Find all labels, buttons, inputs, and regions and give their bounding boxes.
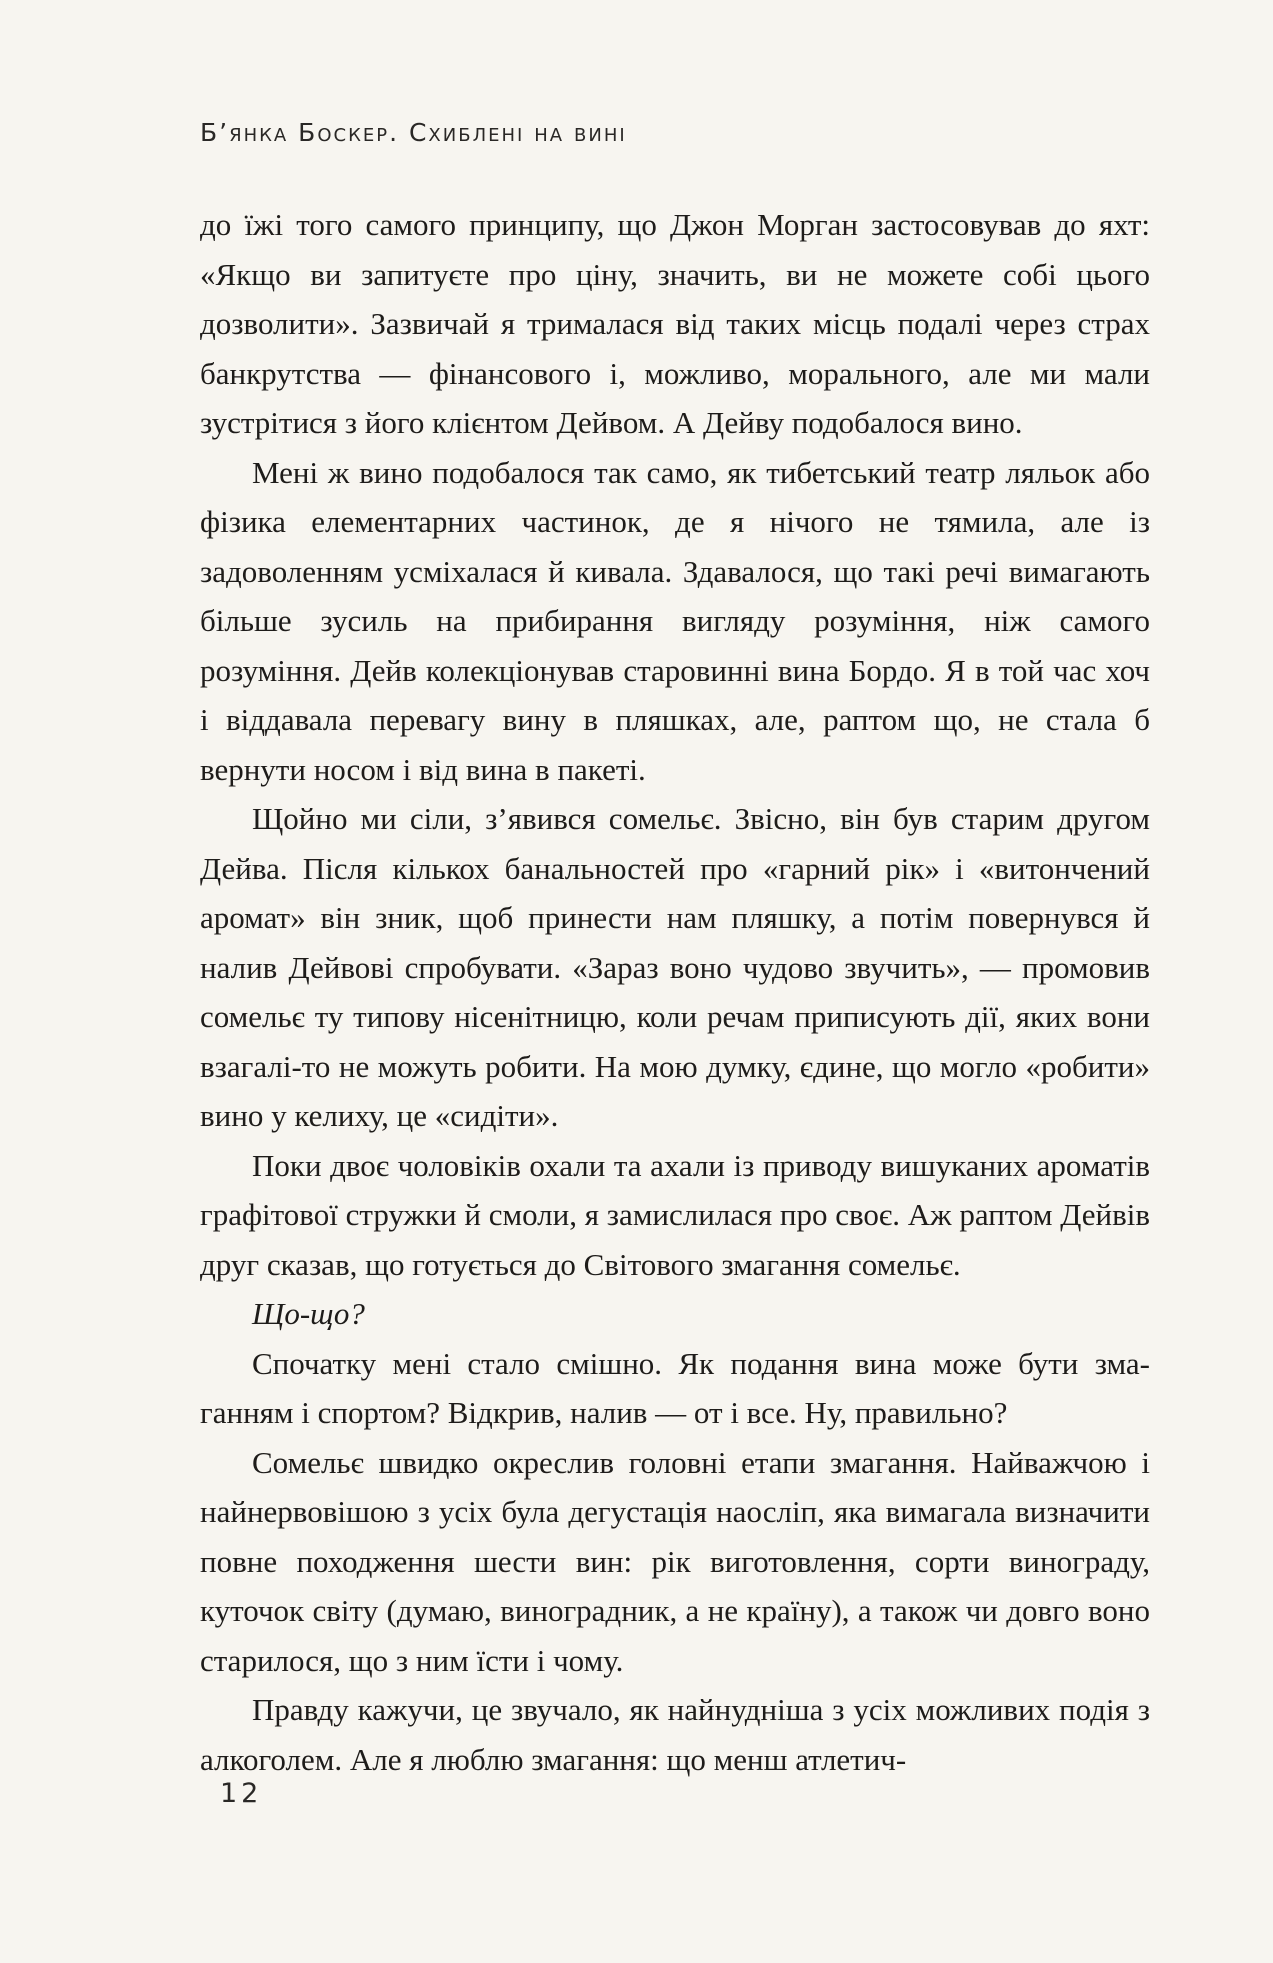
paragraph-8: Правду кажучи, це звучало, як найнудніша з усіх можливих подія з алкоголем. Але я люблю змагання: що менш атлетич-	[200, 1692, 1150, 1777]
paragraph-7: Сомельє швидко окреслив головні етапи змагання. Найважчою і найнервовішою з усіх була дегустація наосліп, яка вимагала визначити повне походження шести вин: рік виготовлення, сорти винограду, куточок світу (думаю, виноградник, а не країну), а також чи довго воно старилося, що з ним їсти і чому.	[200, 1444, 1150, 1678]
running-header	[200, 118, 627, 147]
paragraph-4: Поки двоє чоловіків охали та ахали із приводу вишуканих ароматів графітової стружки й смоли, я замислилася про своє. Аж раптом Дейвів друг сказав, що готується до Світового змагання сомельє.	[200, 1147, 1150, 1282]
paragraph-3: Щойно ми сіли, з’явився сомельє. Звісно, він був старим другом Дейва. Після кількох банальностей про «гарний рік» і «витончений аромат» він зник, щоб принести нам пляшку, а потім повернувся й налив Дейвові спробувати. «Зараз воно чудово звучить», — промовив сомельє ту типову нісенітницю, коли речам приписують дії, яких вони взагалі-то не можуть робити. На мою думку, єдине, що могло «робити» вино у келиху, це «сидіти».	[200, 801, 1150, 1133]
body-text	[200, 200, 1150, 1784]
paragraph-6: Спочатку мені стало смішно. Як подання вина може бути змаганням і спортом? Відкрив, налив — от і все. Ну, правильно?	[200, 1345, 1150, 1430]
running-title: Б’янка Боскер. Схиблені на вині	[200, 118, 627, 147]
paragraph-5-italic: Що-що?	[252, 1296, 365, 1331]
paragraph-2: Мені ж вино подобалося так само, як тибетський театр ляльок або фізика елементарних частинок, де я нічого не тямила, але із задоволенням усміхалася й кивала. Здавалося, що такі речі вимагають більше зусиль на прибирання вигляду розуміння, ніж самого розуміння. Дейв колекціонував старовинні вина Бордо. Я в той час хоч і віддавала перевагу вину в пляшках, але, раптом що, не стала б вернути носом і від вина в пакеті.	[200, 454, 1150, 787]
paragraph-1: до їжі того самого принципу, що Джон Морган застосовував до яхт: «Якщо ви запитуєте про ціну, значить, ви не можете собі цього дозволити». Зазвичай я трималася від таких місць подалі через страх банкрутства — фінансового і, можливо, морального, але ми мали зустрітися з його клієнтом Дейвом. А Дейву подобалося вино.	[200, 207, 1150, 440]
page-number: 12	[220, 1778, 263, 1809]
